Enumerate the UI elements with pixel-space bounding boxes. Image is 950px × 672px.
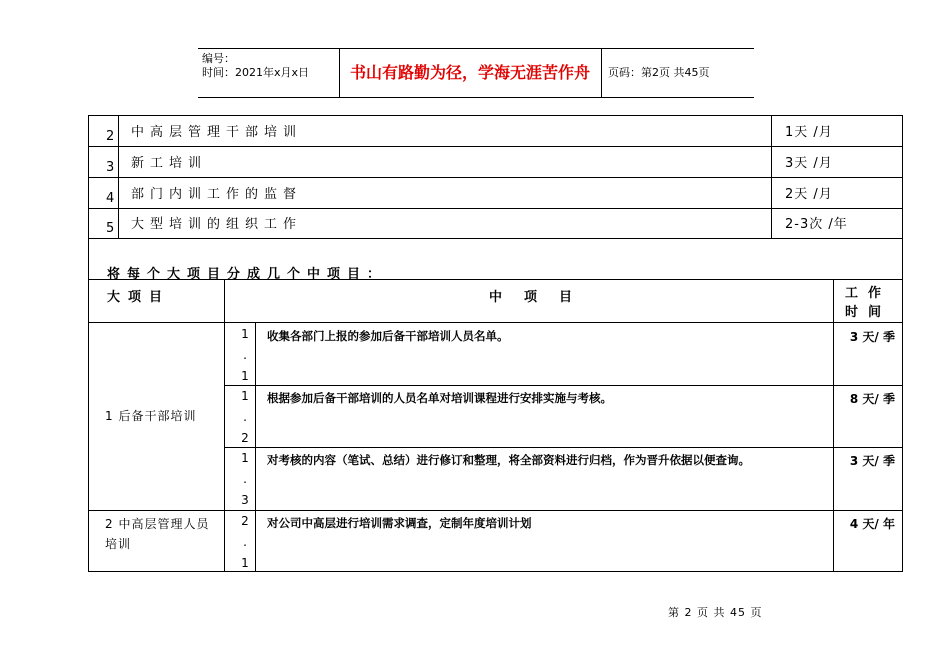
item-time: 4 天/ 年 xyxy=(849,517,895,531)
page-header xyxy=(198,48,754,98)
row-text: 新工培训 xyxy=(131,156,208,171)
project-table xyxy=(88,279,903,572)
row-text: 大型培训的组织工作 xyxy=(131,217,303,232)
row-number: 2 xyxy=(106,129,115,144)
row-amount: 3天 /月 xyxy=(785,156,833,171)
table-row xyxy=(89,116,902,147)
item-code: 1 . 2 xyxy=(241,389,249,445)
header-meta-cell xyxy=(198,49,340,97)
item-description: 对考核的内容（笔试、总结）进行修订和整理，将全部资料进行归档，作为晋升依据以便查询。 xyxy=(267,453,750,467)
document-time-label: 时间：2021年x月x日 xyxy=(202,66,310,79)
row-number: 3 xyxy=(106,160,115,175)
header-work-time: 工作时间 xyxy=(844,286,891,320)
table-row xyxy=(89,178,902,209)
summary-table xyxy=(88,115,903,237)
intro-heading: 将每个大项目分成几个中项目： xyxy=(107,267,388,282)
item-description: 收集各部门上报的参加后备干部培训人员名单。 xyxy=(267,329,509,343)
row-text: 中高层管理干部培训 xyxy=(131,125,303,140)
document-number-label: 编号： xyxy=(202,52,235,65)
item-time: 3 天/ 季 xyxy=(849,330,895,344)
table-row xyxy=(89,147,902,178)
item-description: 对公司中高层进行培训需求调查，定制年度培训计划 xyxy=(267,516,532,530)
header-big-project: 大项目 xyxy=(107,290,171,305)
page-footer: 第 2 页 共 45 页 xyxy=(668,606,763,619)
item-time: 8 天/ 季 xyxy=(849,392,895,406)
header-page-code: 页码：第2页 共45页 xyxy=(608,66,710,79)
item-code: 2 . 1 xyxy=(241,514,249,570)
row-number: 4 xyxy=(106,191,115,206)
header-mid-project: 中项目 xyxy=(489,290,595,305)
row-text: 部门内训工作的监督 xyxy=(131,187,303,202)
row-amount: 1天 /月 xyxy=(785,125,833,140)
row-number: 5 xyxy=(106,221,115,236)
item-code: 1 . 3 xyxy=(241,451,249,507)
item-code: 1 . 1 xyxy=(241,327,249,383)
category-label: 2 中高层管理人员培训 xyxy=(105,517,210,551)
category-label: 1 后备干部培训 xyxy=(105,409,197,423)
header-slogan: 书山有路勤为径，学海无涯苦作舟 xyxy=(339,49,602,97)
row-amount: 2天 /月 xyxy=(785,187,833,202)
row-amount: 2-3次 /年 xyxy=(785,217,848,232)
item-time: 3 天/ 季 xyxy=(849,454,895,468)
item-description: 根据参加后备干部培训的人员名单对培训课程进行安排实施与考核。 xyxy=(267,391,612,405)
table-row xyxy=(89,208,902,239)
